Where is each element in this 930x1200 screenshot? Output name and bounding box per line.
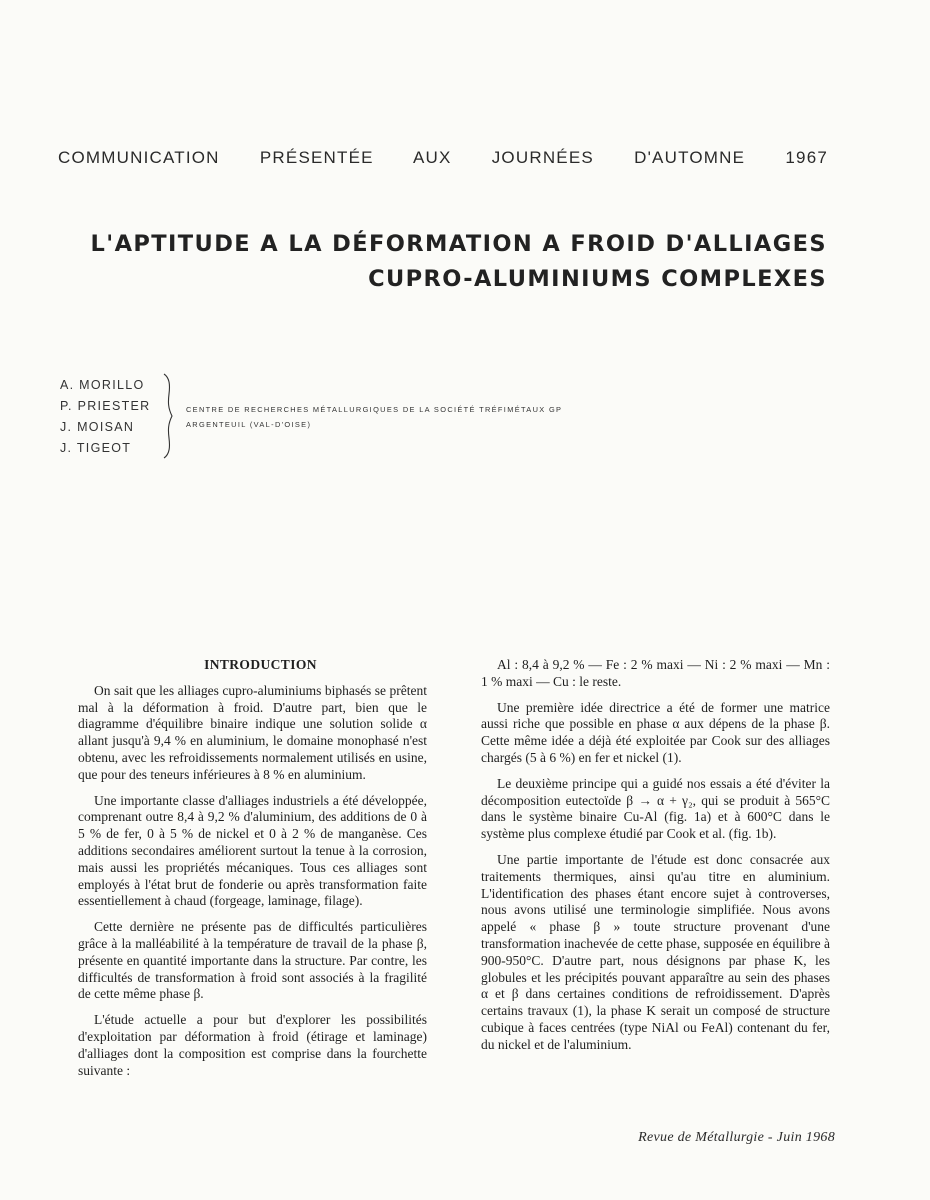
journal-footer: Revue de Métallurgie - Juin 1968 bbox=[638, 1130, 835, 1145]
right-column bbox=[481, 657, 830, 1063]
author-name: J. TIGEOT bbox=[60, 441, 132, 455]
affiliation bbox=[186, 402, 616, 432]
section-heading-introduction: INTRODUCTION bbox=[204, 657, 317, 672]
communication-header: COMMUNICATION PRÉSENTÉE AUX JOURNÉES D'AUTOMNE 1967 bbox=[58, 148, 828, 167]
author-name: P. PRIESTER bbox=[60, 399, 151, 413]
affiliation-line-1: CENTRE DE RECHERCHES MÉTALLURGIQUES DE LA SOCIÉTÉ TRÉFIMÉTAUX GP bbox=[186, 405, 563, 414]
paragraph: Une partie importante de l'étude est donc consacrée aux traitements thermiques, ainsi qu'au titre en aluminium. L'identification des phases étant encore sujet à controverses, nous avons utilisé une terminologie simplifiée. Nous avons appelé « phase β » toute structure provenant d'une transformation inachevée de cette phase, supposée en équilibre à 900-950°C. D'autre part, nous désignons par phase K, les globules et les précipités pouvant apparaître au sein des phases α et β dans certaines conditions de refroidissement. D'après certains travaux (1), la phase K serait un composé de structure cubique à faces centrées (type NiAl ou FeAl) contenant du fer, du nickel et de l'aluminium. bbox=[481, 851, 830, 1052]
paragraph: Cette dernière ne présente pas de difficultés particulières grâce à la malléabilité à la température de travail de la phase β, présente en quantité importante dans la structure. Par contre, les difficultés de transformation à froid sont associés à la fragilité de cette même phase β. bbox=[78, 919, 427, 1002]
title-line-1: L'APTITUDE A LA DÉFORMATION A FROID D'ALLIAGES bbox=[90, 231, 827, 257]
alloy-composition: Al : 8,4 à 9,2 % — Fe : 2 % maxi — Ni : 2 % maxi — Mn : 1 % maxi — Cu : le reste. bbox=[481, 657, 830, 689]
paragraph: Le deuxième principe qui a guidé nos essais a été d'éviter la décomposition eutectoïde β → α + γ₂, qui se produit à 565°C dans le système binaire Cu-Al (fig. 1a) et à 600°C dans le système plus complexe étudié par Cook et al. (fig. 1b). bbox=[481, 775, 830, 842]
paragraph: On sait que les alliages cupro-aluminiums biphasés se prêtent mal à la déformation à froid. D'autre part, bien que le diagramme d'équilibre binaire indique une solution solide α allant jusqu'à 9,4 % en aluminium, le domaine monophasé n'est obtenu, avec les refroidissements normalement utilisés en usine, que pour des teneurs inférieures à 8 % en aluminium. bbox=[78, 682, 427, 782]
article-title bbox=[47, 227, 827, 297]
affiliation-line-2: ARGENTEUIL (VAL-D'OISE) bbox=[186, 420, 312, 429]
left-column bbox=[78, 657, 427, 1088]
author-name: J. MOISAN bbox=[60, 420, 135, 434]
paragraph: L'étude actuelle a pour but d'explorer les possibilités d'exploitation par déformation à froid (étirage et laminage) d'alliages dont la composition est comprise dans la fourchette suivante : bbox=[78, 1012, 427, 1078]
paragraph: Une importante classe d'alliages industriels a été développée, comprenant outre 8,4 à 9,2 % d'aluminium, des additions de 0 à 5 % de fer, 0 à 5 % de nickel et 0 à 2 % de manganèse. Ces additions secondaires améliorent surtout la tenue à la corrosion, mais aussi les propriétés mécaniques. Tous ces alliages sont employés à l'état brut de fonderie ou après transformation faite essentiellement à chaud (forgeage, laminage, filage). bbox=[78, 792, 427, 909]
author-list bbox=[60, 375, 150, 459]
title-line-2: CUPRO-ALUMINIUMS COMPLEXES bbox=[368, 266, 827, 292]
author-name: A. MORILLO bbox=[60, 378, 145, 392]
paragraph: Une première idée directrice a été de former une matrice aussi riche que possible en phase α aux dépens de la phase β. Cette même idée a déjà été exploitée par Cook sur des alliages chargés (5 à 6 %) en fer et nickel (1). bbox=[481, 699, 830, 765]
author-brace-icon bbox=[160, 372, 178, 460]
